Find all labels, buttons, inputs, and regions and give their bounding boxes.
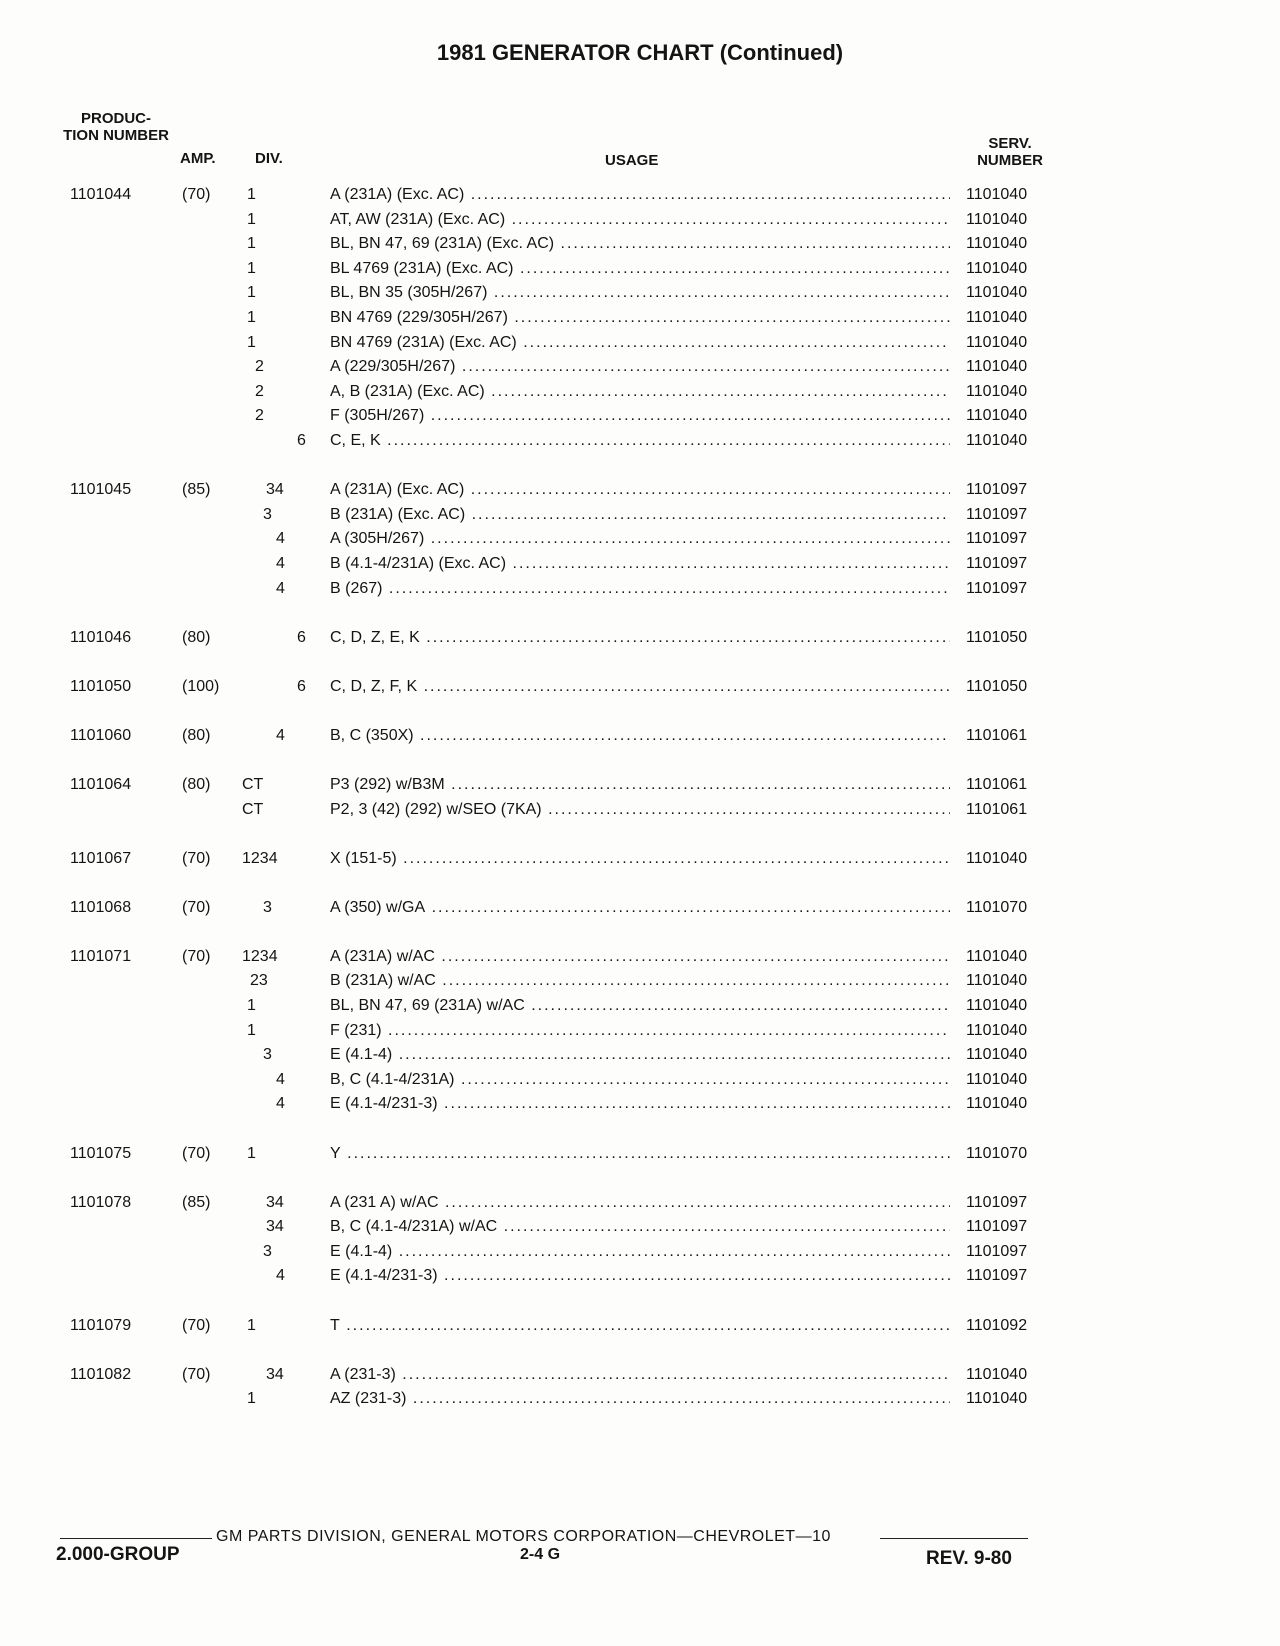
footer-group: 2.000-GROUP [56,1544,180,1565]
table-row [0,405,1280,427]
table-row [0,995,1280,1017]
div-value: CT [242,775,264,793]
div-value: 4 [276,554,285,572]
production-number: 1101064 [70,775,132,793]
usage-value: AZ (231-3) ..... [330,1388,950,1410]
table-row [0,946,1280,968]
div-value: 34 [266,1365,284,1383]
amp-value: (85) [182,481,211,499]
serv-number: 1101092 [966,1316,1028,1334]
div-value: 4 [276,1070,285,1088]
table-row [0,1315,1280,1337]
usage-value: BL, BN 47, 69 (231A) w/AC ..... [330,995,950,1017]
table-row [0,1020,1280,1042]
serv-number: 1101040 [966,407,1028,425]
production-number: 1101046 [70,628,132,646]
serv-number: 1101040 [966,382,1028,400]
serv-number: 1101040 [966,947,1028,965]
production-number: 1101050 [70,677,132,695]
usage-value: BL, BN 47, 69 (231A) (Exc. AC) ..... [330,233,950,255]
table-row [0,676,1280,698]
div-value: 1 [247,1390,256,1408]
div-value: 4 [276,579,285,597]
div-value: 3 [263,505,272,523]
div-value: 3 [263,898,272,916]
usage-value: E (4.1-4) ..... [330,1044,950,1066]
div-value: 1 [247,1021,256,1039]
table-row [0,430,1280,452]
serv-number: 1101097 [966,554,1028,572]
table-row [0,504,1280,526]
usage-value: C, D, Z, F, K ..... [330,676,950,698]
table-row [0,209,1280,231]
serv-number: 1101040 [966,997,1028,1014]
div-value: 4 [276,1267,285,1285]
serv-number: 1101050 [966,628,1028,646]
production-number: 1101044 [70,186,132,203]
serv-number: 1101040 [966,284,1028,302]
serv-number: 1101040 [966,186,1028,203]
serv-number: 1101061 [966,800,1028,818]
serv-number: 1101040 [966,333,1028,351]
serv-number: 1101040 [966,235,1028,253]
usage-value: B (231A) w/AC ..... [330,970,950,992]
serv-number: 1101061 [966,775,1028,793]
table-row [0,1364,1280,1386]
production-number: 1101075 [70,1144,132,1162]
table-row [0,897,1280,919]
serv-number: 1101097 [966,1218,1028,1236]
header-production-number-label: PRODUC- TION NUMBER [63,110,169,144]
usage-value: A (231A) w/AC ..... [330,946,950,968]
usage-value: BN 4769 (231A) (Exc. AC) ..... [330,332,950,354]
footer-rule-left [60,1538,212,1539]
serv-number: 1101070 [966,898,1028,916]
production-number: 1101067 [70,849,132,867]
table-row [0,1143,1280,1165]
amp-value: (70) [182,1365,211,1383]
table-row [0,479,1280,501]
usage-value: C, E, K ..... [330,430,950,452]
serv-number: 1101040 [966,432,1028,449]
usage-value: B (4.1-4/231A) (Exc. AC) ..... [330,553,950,575]
serv-number: 1101050 [966,677,1028,695]
div-value: 6 [297,432,306,449]
div-value: 6 [297,677,306,695]
div-value: 1 [247,210,256,228]
table-row [0,1216,1280,1238]
table-row [0,1388,1280,1410]
div-value: 1 [247,259,256,277]
usage-value: BN 4769 (229/305H/267) ..... [330,307,950,329]
serv-number: 1101040 [966,259,1028,277]
usage-value: B, C (4.1-4/231A) w/AC ..... [330,1216,950,1238]
serv-number: 1101097 [966,579,1028,597]
usage-value: E (4.1-4) ..... [330,1241,950,1263]
serv-number: 1101040 [966,972,1028,990]
serv-number: 1101061 [966,726,1028,744]
table-row [0,553,1280,575]
table-row [0,1192,1280,1214]
usage-value: BL, BN 35 (305H/267) ..... [330,282,950,304]
usage-value: A (350) w/GA ..... [330,897,950,919]
header-div: DIV. [255,150,283,167]
usage-value: F (231) ..... [330,1020,950,1042]
serv-number: 1101040 [966,1021,1028,1039]
div-value: 4 [276,1095,285,1113]
div-value: 3 [263,1046,272,1064]
footer-page-number: 2-4 G [520,1546,561,1563]
amp-value: (70) [182,947,211,965]
production-number: 1101068 [70,898,132,916]
amp-value: (70) [182,1316,211,1334]
div-value: 3 [263,1242,272,1260]
serv-number: 1101040 [966,1390,1028,1408]
serv-number: 1101097 [966,481,1028,499]
div-value: 1 [247,186,256,203]
table-row [0,233,1280,255]
div-value: 1 [247,1316,256,1334]
amp-value: (85) [182,1193,211,1211]
usage-value: B (267) ..... [330,578,950,600]
production-number: 1101045 [70,481,132,499]
table-row [0,970,1280,992]
serv-number: 1101040 [966,1365,1028,1383]
div-value: 34 [266,481,284,499]
usage-value: X (151-5) ..... [330,848,950,870]
usage-value: AT, AW (231A) (Exc. AC) ..... [330,209,950,231]
serv-number: 1101097 [966,1242,1028,1260]
table-row [0,184,1280,206]
table-row [0,578,1280,600]
amp-value: (70) [182,849,211,867]
serv-number: 1101070 [966,1144,1028,1162]
usage-value: E (4.1-4/231-3) ..... [330,1265,950,1287]
footer-rule-right [880,1538,1028,1539]
header-serv-number: SERV. NUMBER [977,135,1043,169]
table-row [0,848,1280,870]
usage-value: A (231 A) w/AC ..... [330,1192,950,1214]
usage-value: B (231A) (Exc. AC) ..... [330,504,950,526]
amp-value: (70) [182,898,211,916]
amp-value: (70) [182,186,211,203]
div-value: CT [242,800,264,818]
table-row [0,774,1280,796]
serv-number: 1101040 [966,849,1028,867]
serv-number: 1101040 [966,309,1028,326]
div-value: 6 [297,628,306,646]
footer-publisher: GM PARTS DIVISION, GENERAL MOTORS CORPORATION—CHEVROLET—10 [216,1528,831,1545]
serv-number: 1101040 [966,1070,1028,1088]
production-number: 1101071 [70,947,132,965]
usage-value: A (305H/267) ..... [330,528,950,550]
table-row [0,307,1280,329]
table-row [0,1069,1280,1091]
page-title: 1981 GENERATOR CHART (Continued) [436,40,844,65]
usage-value: T ..... [330,1315,950,1337]
div-value: 1 [247,997,256,1014]
serv-number: 1101040 [966,1046,1028,1064]
serv-number: 1101040 [966,358,1028,376]
div-value: 34 [266,1193,284,1211]
div-value: 1 [247,235,256,253]
usage-value: P2, 3 (42) (292) w/SEO (7KA) ..... [330,799,950,821]
usage-value: F (305H/267) ..... [330,405,950,427]
production-number: 1101082 [70,1365,132,1383]
div-value: 2 [255,382,264,400]
header-usage: USAGE [605,152,659,169]
div-value: 1 [247,333,256,351]
div-value: 2 [255,407,264,425]
div-value: 4 [276,726,285,744]
usage-value: B, C (350X) ..... [330,725,950,747]
usage-value: E (4.1-4/231-3) ..... [330,1093,950,1115]
serv-number: 1101097 [966,530,1028,548]
usage-value: A, B (231A) (Exc. AC) ..... [330,381,950,403]
div-value: 34 [266,1218,284,1236]
serv-number: 1101040 [966,210,1028,228]
table-row [0,381,1280,403]
table-row [0,332,1280,354]
div-value: 1234 [242,849,278,867]
production-number: 1101078 [70,1193,132,1211]
usage-value: A (231-3) ..... [330,1364,950,1386]
amp-value: (80) [182,726,211,744]
usage-value: P3 (292) w/B3M ..... [330,774,950,796]
table-row [0,528,1280,550]
footer-revision: REV. 9-80 [926,1548,1012,1569]
div-value: 23 [250,972,268,990]
table-row [0,799,1280,821]
div-value: 2 [255,358,264,376]
table-row [0,1093,1280,1115]
production-number: 1101060 [70,726,132,744]
table-row [0,1265,1280,1287]
div-value: 1 [247,309,256,326]
table-row [0,725,1280,747]
serv-number: 1101097 [966,505,1028,523]
table-row [0,1044,1280,1066]
serv-number: 1101040 [966,1095,1028,1113]
usage-value: C, D, Z, E, K ..... [330,627,950,649]
div-value: 1 [247,1144,256,1162]
usage-value: B, C (4.1-4/231A) ..... [330,1069,950,1091]
div-value: 1 [247,284,256,302]
table-row [0,356,1280,378]
div-value: 4 [276,530,285,548]
production-number: 1101079 [70,1316,132,1334]
header-amp: AMP. [180,150,216,167]
usage-value: Y ..... [330,1143,950,1165]
table-row [0,1241,1280,1263]
table-row [0,282,1280,304]
serv-number: 1101097 [966,1193,1028,1211]
serv-number: 1101097 [966,1267,1028,1285]
amp-value: (80) [182,628,211,646]
div-value: 1234 [242,947,278,965]
table-row [0,627,1280,649]
table-row [0,258,1280,280]
usage-value: A (231A) (Exc. AC) ..... [330,184,950,206]
usage-value: A (231A) (Exc. AC) ..... [330,479,950,501]
amp-value: (100) [182,677,220,695]
amp-value: (80) [182,775,211,793]
usage-value: BL 4769 (231A) (Exc. AC) ..... [330,258,950,280]
usage-value: A (229/305H/267) ..... [330,356,950,378]
amp-value: (70) [182,1144,211,1162]
